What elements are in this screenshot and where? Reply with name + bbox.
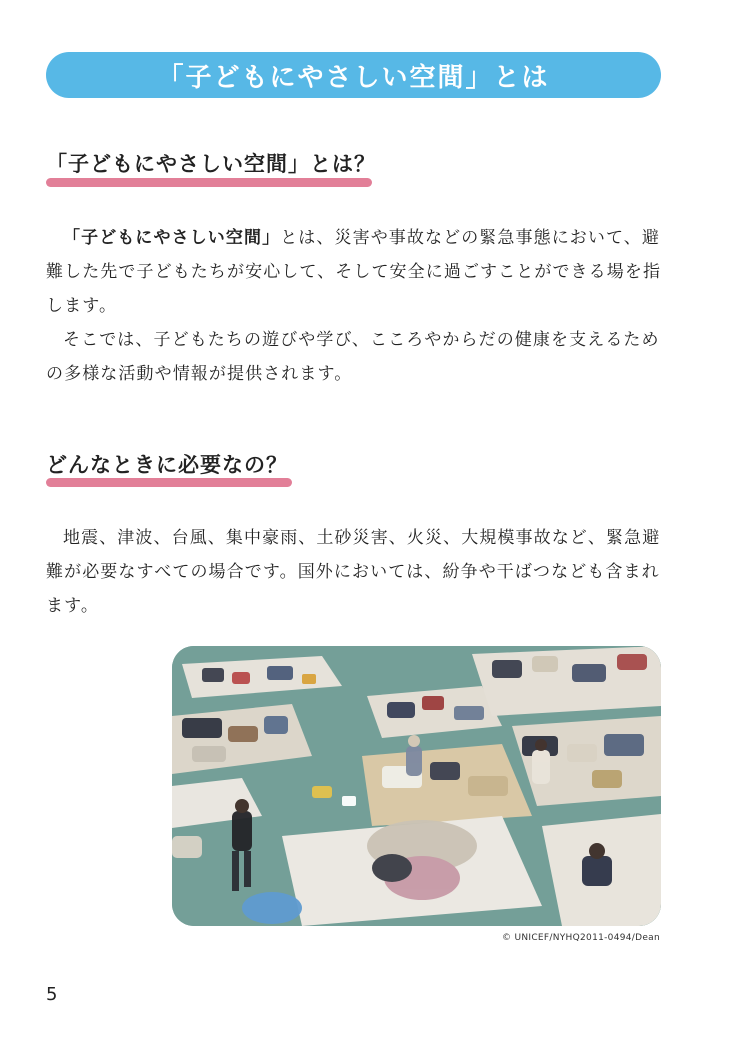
- paragraph-text: とは、災害や事故などの緊急事態において、避難した先で子どもたちが安心して、そして安全に過ごすことができる場を指します。: [46, 228, 662, 316]
- paragraph: [46, 521, 666, 623]
- section-body-when-needed: [46, 521, 666, 623]
- photo-credit: © UNICEF/NYHQ2011-0494/Dean: [502, 933, 660, 943]
- paragraph-text: 地震、津波、台風、集中豪雨、土砂災害、火災、大規模事故など、緊急避難が必要なすべての場合です。国外においては、紛争や干ばつなども含まれます。: [46, 528, 661, 616]
- shelter-illustration: [172, 646, 661, 926]
- section-body-what-is: [46, 221, 666, 391]
- section-heading-what-is: 「子どもにやさしい空間」とは？: [46, 152, 376, 176]
- banner-title: 「子どもにやさしい空間」とは: [157, 62, 550, 93]
- paragraph: [46, 221, 666, 323]
- bold-term: 「子どもにやさしい空間」: [63, 228, 281, 248]
- heading-underline: [46, 478, 292, 487]
- section-heading-when-needed: どんなときに必要なの？: [46, 453, 288, 477]
- page-number: 5: [46, 984, 58, 1005]
- title-banner: [46, 52, 661, 98]
- heading-underline: [46, 178, 372, 187]
- paragraph: [46, 323, 666, 391]
- evacuation-shelter-photo: [172, 646, 661, 926]
- paragraph-text: そこでは、子どもたちの遊びや学び、こころやからだの健康を支えるための多様な活動や情報が提供されます。: [46, 330, 660, 384]
